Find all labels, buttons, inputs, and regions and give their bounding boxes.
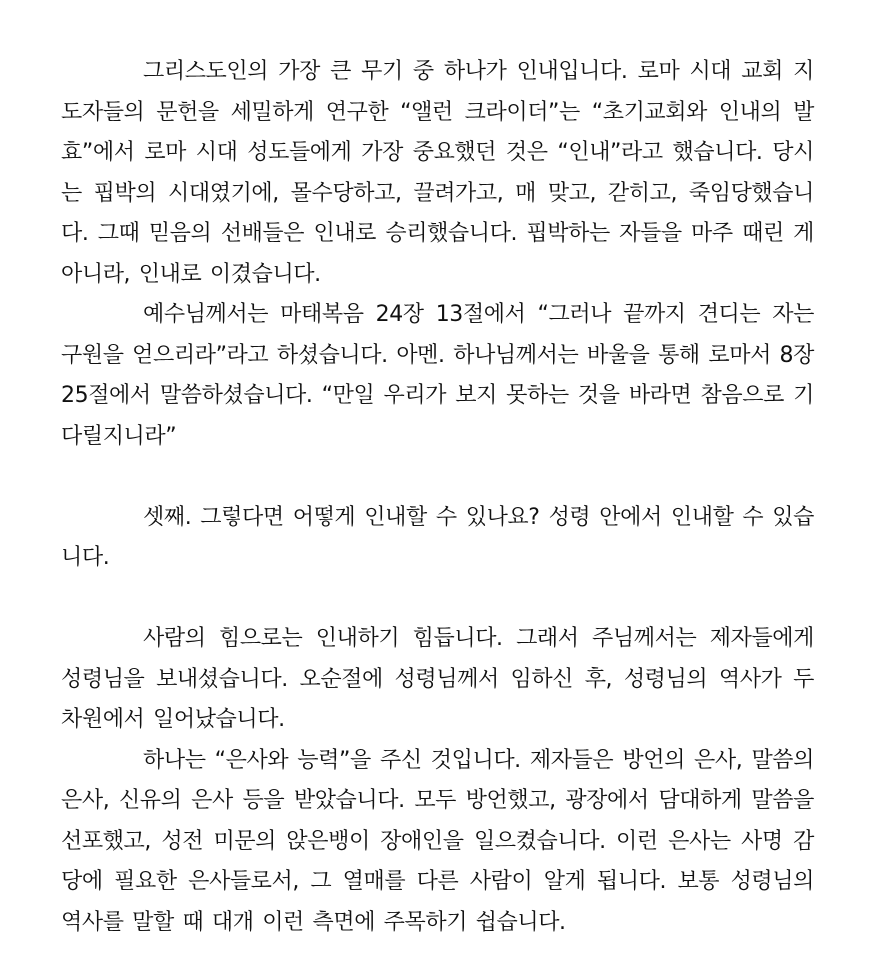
document-body [61, 52, 814, 943]
paragraph-third-point: 셋째. 그렇다면 어떻게 인내할 수 있나요? 성령 안에서 인내할 수 있습니다. [61, 504, 814, 570]
paragraph-scripture-quotes: 예수님께서는 마태복음 24장 13절에서 “그러나 끝까지 견디는 자는 구원을 얻으리라”라고 하셨습니다. 아멘. 하나님께서는 바울을 통해 로마서 8장 25절에서 말씀하셨습니다. “만일 우리가 보지 못하는 것을 바라면 참음으로 기다릴지니라” [61, 302, 814, 449]
paragraph-patience-weapon: 그리스도인의 가장 큰 무기 중 하나가 인내입니다. 로마 시대 교회 지도자들의 문헌을 세밀하게 연구한 “앨런 크라이더”는 “초기교회와 인내의 발효”에서 로마 시대 성도들에게 가장 중요했던 것은 “인내”라고 했습니다. 당시는 핍박의 시대였기에, 몰수당하고, 끌려가고, 매 맞고, 갇히고, 죽임당했습니다. 그때 믿음의 선배들은 인내로 승리했습니다. 핍박하는 자들을 마주 때린 게 아니라, 인내로 이겼습니다. [61, 59, 814, 287]
paragraph-holy-spirit-sent: 사람의 힘으로는 인내하기 힘듭니다. 그래서 주님께서는 제자들에게 성령님을 보내셨습니다. 오순절에 성령님께서 임하신 후, 성령님의 역사가 두 차원에서 일어났습니다. [61, 626, 814, 732]
paragraph-spacer [61, 579, 814, 620]
paragraph-spacer [61, 457, 814, 498]
paragraph-gifts-and-power: 하나는 “은사와 능력”을 주신 것입니다. 제자들은 방언의 은사, 말씀의 은사, 신유의 은사 등을 받았습니다. 모두 방언했고, 광장에서 담대하게 말씀을 선포했고, 성전 미문의 앉은뱅이 장애인을 일으켰습니다. 이런 은사는 사명 감당에 필요한 은사들로서, 그 열매를 다른 사람이 알게 됩니다. 보통 성령님의 역사를 말할 때 대개 이런 측면에 주목하기 쉽습니다. [61, 747, 814, 935]
